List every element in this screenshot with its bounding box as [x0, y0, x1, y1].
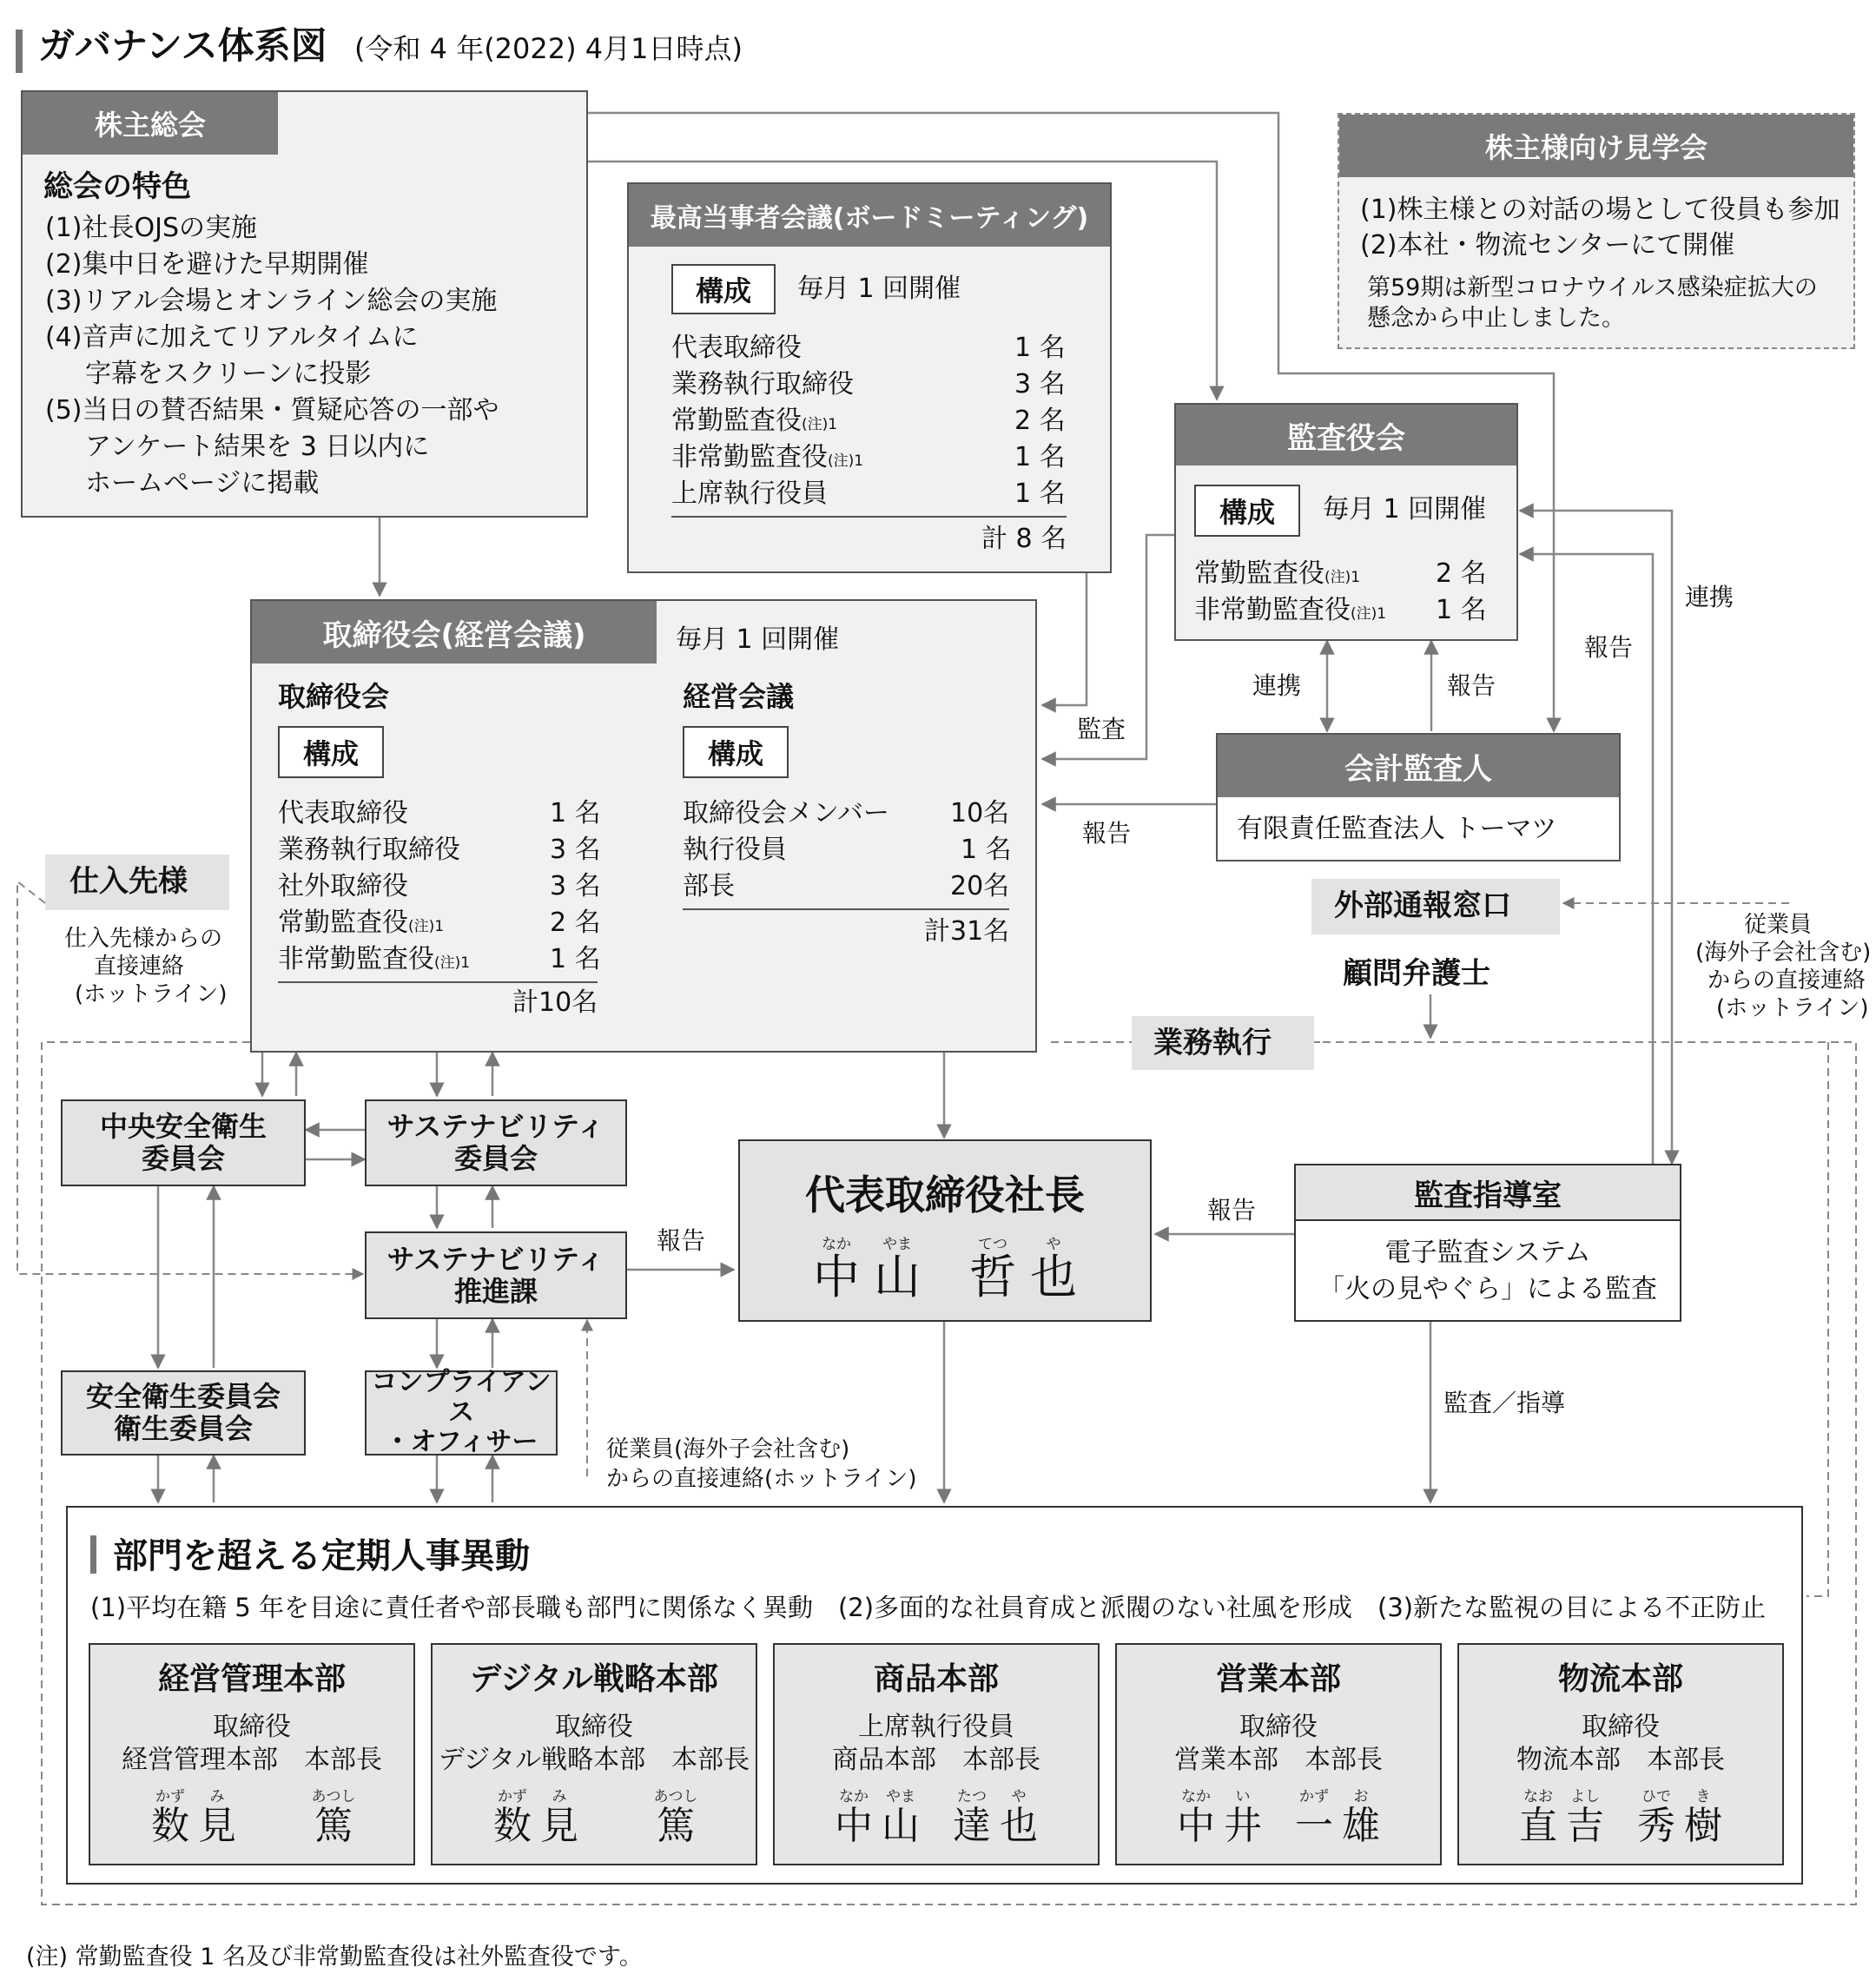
division-position: 商品本部 本部長	[832, 1745, 1040, 1775]
name-ruby: かず	[155, 1788, 185, 1805]
division-title: デジタル戦略本部	[470, 1661, 718, 1697]
note-ref: (注)1	[408, 918, 445, 935]
name-ruby: かず	[1299, 1788, 1329, 1805]
name-char	[1633, 1784, 1680, 1847]
accounting-auditor-name: 有限責任監査法人 トーマツ	[1237, 814, 1557, 844]
employee-hotline-right-2: (海外子会社含む)	[1695, 940, 1872, 966]
note-ref: (注)1	[802, 416, 838, 433]
directors-board-header: 取締役会(経営会議)	[252, 601, 657, 663]
page-title: ガバナンス体系図	[38, 24, 327, 67]
name-char	[194, 1784, 241, 1847]
arrow-boardmeeting-to-board	[1042, 573, 1087, 705]
meeting-feature-2: (2)集中日を避けた早期開催	[45, 249, 369, 280]
board-count: 1 名	[550, 944, 601, 974]
board-meeting-frequency: 毎月 1 回開催	[797, 274, 961, 304]
name-ruby: み	[552, 1788, 567, 1805]
audit-board-header: 監査役会	[1176, 405, 1516, 465]
board-rule	[278, 981, 598, 983]
name-kanji: 雄	[1342, 1804, 1380, 1848]
label-cooperation-auditor: 連携	[1252, 671, 1302, 700]
tour-item-1: (1)株主様との対話の場として役員も参加	[1360, 195, 1840, 225]
board-total: 計10名	[512, 987, 598, 1018]
division-position: 物流本部 本部長	[1516, 1745, 1725, 1775]
central-safety-line1: 中央安全衛生	[99, 1110, 267, 1144]
safety-health-line2: 衛生委員会	[113, 1412, 253, 1445]
management-count: 1 名	[961, 835, 1012, 865]
label-report-office: 報告	[1584, 633, 1634, 662]
board-meeting-count: 1 名	[1014, 333, 1066, 363]
name-ruby: やま	[882, 1236, 912, 1253]
employee-hotline-center-2: からの直接連絡(ホットライン)	[606, 1466, 917, 1492]
employee-hotline-center-1: 従業員(海外子会社含む)	[606, 1436, 850, 1462]
tour-item-2: (2)本社・物流センターにて開催	[1360, 230, 1735, 261]
meeting-feature-4-cont: 字幕をスクリーンに投影	[85, 359, 372, 389]
board-meeting-role	[671, 442, 864, 472]
safety-health-committee	[61, 1370, 306, 1456]
name-kanji: 直	[1519, 1804, 1557, 1848]
division-role: 上席執行役員	[858, 1712, 1014, 1742]
board-count: 2 名	[550, 908, 601, 938]
suppliers-note-1: 仕入先様からの	[64, 926, 223, 952]
name-char	[489, 1784, 536, 1847]
role-text: 非常勤監査役	[278, 944, 434, 974]
board-role: 代表取締役	[278, 798, 408, 828]
division-role: 取締役	[1582, 1712, 1660, 1742]
division-head-name	[1117, 1784, 1440, 1847]
name-kanji: 中	[813, 1250, 860, 1304]
name-char	[806, 1231, 867, 1303]
name-kanji: 中	[1177, 1804, 1215, 1848]
board-count: 3 名	[550, 835, 601, 865]
sustainability-committee-line2: 委員会	[453, 1142, 538, 1175]
division-role: 取締役	[1239, 1712, 1318, 1742]
management-rule	[683, 908, 1009, 910]
name-ruby: やま	[886, 1788, 915, 1805]
name-char	[1515, 1784, 1562, 1847]
meeting-feature-1: (1)社長OJSの実施	[45, 213, 257, 243]
name-kanji: 樹	[1684, 1804, 1722, 1848]
accounting-auditor-header: 会計監査人	[1218, 735, 1619, 797]
directors-board-frequency: 毎月 1 回開催	[676, 624, 840, 655]
name-ruby: あつし	[311, 1788, 356, 1805]
name-kanji: 吉	[1566, 1804, 1604, 1848]
name-kanji: 哲	[969, 1250, 1016, 1304]
audit-board-count: 2 名	[1436, 558, 1487, 589]
name-gap	[928, 1231, 962, 1303]
label-report-auditor: 報告	[1082, 819, 1132, 848]
name-ruby: なか	[1181, 1788, 1211, 1805]
board-meeting-count: 1 名	[1014, 442, 1066, 472]
compliance-line1: コンプライアンス	[371, 1367, 552, 1428]
name-char	[867, 1231, 928, 1303]
shareholder-tour-header: 株主様向け見学会	[1339, 115, 1853, 177]
name-char	[1023, 1231, 1084, 1303]
name-ruby: たつ	[957, 1788, 987, 1805]
label-report-auditor-audit: 報告	[1447, 671, 1496, 700]
name-ruby: や	[1011, 1788, 1027, 1805]
sustainability-dept-line2: 推進課	[453, 1274, 538, 1308]
name-ruby: み	[209, 1788, 225, 1805]
rotation-desc: (1)平均在籍 5 年を目途に責任者や部長職も部門に関係なく異動 (2)多面的な社員育成と派閥のない社風を形成 (3)新たな監視の目による不正防止	[90, 1593, 1767, 1622]
name-ruby: なお	[1523, 1788, 1553, 1805]
sustainability-dept-line1: サステナビリティ	[386, 1242, 605, 1276]
name-kanji: 秀	[1637, 1804, 1675, 1848]
board-meeting-rule	[671, 516, 1067, 518]
name-char	[652, 1784, 699, 1847]
employee-hotline-right-4: (ホットライン)	[1716, 995, 1869, 1021]
management-title: 経営会議	[683, 680, 795, 713]
role-text: 常勤監査役	[671, 406, 802, 436]
name-ruby: てつ	[978, 1236, 1007, 1253]
management-total: 計31名	[924, 916, 1010, 947]
meeting-feature-4: (4)音声に加えてリアルタイムに	[45, 322, 419, 353]
board-meeting-role: 業務執行取締役	[671, 369, 854, 399]
name-ruby: なか	[839, 1788, 869, 1805]
board-role: 社外取締役	[278, 871, 408, 901]
board-meeting-role	[671, 408, 837, 434]
name-kanji: 山	[874, 1250, 921, 1304]
name-char	[310, 1784, 357, 1847]
sustainability-committee-line1: サステナビリティ	[386, 1110, 605, 1144]
name-char	[1680, 1784, 1727, 1847]
management-count: 10名	[950, 798, 1010, 828]
board-meeting-count: 3 名	[1014, 369, 1066, 399]
name-kanji: 篤	[657, 1804, 695, 1848]
audit-office-line1: 電子監査システム	[1384, 1238, 1591, 1268]
name-ruby: かず	[498, 1788, 527, 1805]
name-kanji: 也	[1030, 1250, 1077, 1304]
division-position: 営業本部 本部長	[1174, 1745, 1383, 1775]
tour-note-1: 第59期は新型コロナウイルス感染症拡大の	[1367, 274, 1818, 301]
sustainability-department	[365, 1231, 627, 1319]
employee-hotline-right-down	[1807, 1042, 1828, 1596]
division-head-name	[775, 1784, 1098, 1847]
business-execution-label: 業務執行	[1153, 1026, 1272, 1060]
label-audit: 監査	[1077, 715, 1126, 743]
board-role: 業務執行取締役	[278, 835, 460, 865]
central-safety-line2: 委員会	[141, 1142, 225, 1175]
board-meeting-total: 計 8 名	[981, 524, 1067, 554]
note-ref: (注)1	[828, 452, 864, 470]
safety-health-line1: 安全衛生委員会	[85, 1380, 281, 1414]
division-title: 物流本部	[1557, 1661, 1683, 1697]
name-char	[877, 1784, 924, 1847]
name-char	[948, 1784, 995, 1847]
board-count: 3 名	[550, 871, 601, 901]
page-subtitle: (令和 4 年(2022) 4月1日時点)	[354, 32, 743, 65]
label-cooperation-office: 連携	[1685, 583, 1734, 611]
meeting-features-title: 総会の特色	[43, 169, 191, 204]
board-composition-label: 構成	[278, 726, 384, 778]
lawyer-label: 顧問弁護士	[1343, 956, 1490, 991]
employee-hotline-right-3: からの直接連絡	[1708, 967, 1866, 994]
management-count: 20名	[950, 871, 1010, 901]
role-text: 非常勤監査役	[671, 442, 828, 472]
name-char	[995, 1784, 1042, 1847]
suppliers-note-3: (ホットライン)	[75, 981, 228, 1007]
name-char	[147, 1784, 194, 1847]
division-box	[89, 1643, 415, 1865]
audit-board-frequency: 毎月 1 回開催	[1323, 494, 1487, 525]
audit-board-composition-label: 構成	[1194, 485, 1300, 537]
suppliers-note-2: 直接連絡	[94, 954, 185, 980]
employee-hotline-right-1: 従業員	[1744, 912, 1813, 938]
audit-office-line2: 「火の見やぐら」による監査	[1318, 1274, 1657, 1304]
name-kanji: 山	[882, 1804, 920, 1848]
audit-office-header: 監査指導室	[1296, 1165, 1680, 1221]
central-safety-committee	[61, 1099, 306, 1186]
meeting-feature-5: (5)当日の賛否結果・質疑応答の一部や	[45, 395, 499, 426]
division-title: 商品本部	[873, 1661, 999, 1697]
board-role	[278, 910, 444, 936]
division-box	[773, 1643, 1100, 1865]
board-meeting-header: 最高当事者会議(ボードミーティング)	[629, 184, 1110, 247]
name-kanji: 井	[1224, 1804, 1262, 1848]
management-role: 部長	[683, 871, 735, 901]
division-box	[1457, 1643, 1784, 1865]
audit-board-count: 1 名	[1436, 595, 1487, 625]
president-name	[738, 1231, 1152, 1303]
board-meeting-role: 上席執行役員	[671, 479, 828, 509]
role-text: 非常勤監査役	[1194, 595, 1351, 625]
division-role: 取締役	[555, 1712, 633, 1742]
division-title: 経営管理本部	[157, 1661, 346, 1697]
compliance-line2: ・オフィサー	[384, 1427, 538, 1458]
name-char	[1172, 1784, 1219, 1847]
name-ruby: い	[1235, 1788, 1251, 1805]
name-ruby: ひで	[1642, 1788, 1671, 1805]
name-kanji: 中	[835, 1804, 873, 1848]
name-ruby: き	[1695, 1788, 1711, 1805]
label-audit-guidance: 監査／指導	[1443, 1389, 1566, 1417]
suppliers-label: 仕入先様	[69, 864, 188, 899]
name-char	[1219, 1784, 1266, 1847]
shareholders-meeting-header: 株主総会	[23, 92, 278, 155]
division-head-name	[433, 1784, 756, 1847]
board-meeting-composition-label: 構成	[671, 264, 776, 314]
management-composition-label: 構成	[683, 726, 789, 778]
name-kanji: 一	[1295, 1804, 1333, 1848]
name-kanji: 数	[151, 1804, 189, 1848]
division-role: 取締役	[213, 1712, 291, 1742]
president-title: 代表取締役社長	[805, 1172, 1085, 1218]
whistle-window-label: 外部通報窓口	[1334, 888, 1511, 923]
compliance-officer	[365, 1367, 558, 1458]
division-head-name	[90, 1784, 413, 1847]
rotation-title: 部門を超える定期人事異動	[113, 1536, 530, 1576]
footnote: (注) 常勤監査役 1 名及び非常勤監査役は社外監査役です。	[26, 1944, 643, 1970]
division-box	[1115, 1643, 1442, 1865]
meeting-feature-5-cont2: ホームページに掲載	[85, 468, 320, 498]
name-char	[536, 1784, 583, 1847]
title-accent	[16, 30, 23, 73]
board-role	[278, 944, 471, 974]
name-ruby: なか	[822, 1236, 851, 1253]
name-char	[962, 1231, 1023, 1303]
division-head-name	[1459, 1784, 1782, 1847]
label-report-president: 報告	[1207, 1196, 1257, 1225]
name-ruby: よし	[1570, 1788, 1600, 1805]
board-meeting-count: 1 名	[1014, 479, 1066, 509]
sustainability-committee	[365, 1099, 627, 1186]
name-ruby: お	[1353, 1788, 1369, 1805]
division-title: 営業本部	[1215, 1661, 1341, 1697]
name-kanji: 篤	[314, 1804, 353, 1848]
name-kanji: 見	[540, 1804, 578, 1848]
name-char	[1291, 1784, 1338, 1847]
note-ref: (注)1	[434, 954, 471, 972]
name-char	[1562, 1784, 1608, 1847]
note-ref: (注)1	[1324, 569, 1361, 586]
board-meeting-role: 代表取締役	[671, 333, 802, 363]
management-role: 執行役員	[683, 835, 787, 865]
name-kanji: 見	[198, 1804, 236, 1848]
name-kanji: 達	[953, 1804, 991, 1848]
audit-board-role	[1194, 597, 1386, 624]
note-ref: (注)1	[1351, 605, 1387, 623]
name-char	[830, 1784, 877, 1847]
audit-board-role	[1194, 558, 1361, 589]
label-report-dept: 報告	[657, 1226, 706, 1255]
management-role: 取締役会メンバー	[683, 798, 889, 828]
division-box	[431, 1643, 757, 1865]
name-ruby: あつし	[653, 1788, 698, 1805]
role-text: 常勤監査役	[278, 908, 408, 938]
division-position: 経営管理本部 本部長	[122, 1745, 382, 1775]
board-meeting-count: 2 名	[1014, 406, 1066, 436]
division-position: デジタル戦略本部 本部長	[438, 1745, 750, 1775]
tour-note-2: 懸念から中止しました。	[1367, 305, 1625, 332]
name-char	[1338, 1784, 1384, 1847]
board-count: 1 名	[550, 798, 601, 828]
rotation-accent	[90, 1535, 96, 1574]
meeting-feature-5-cont: アンケート結果を 3 日以内に	[85, 432, 430, 462]
name-kanji: 也	[1000, 1804, 1038, 1848]
board-title: 取締役会	[278, 680, 390, 713]
role-text: 常勤監査役	[1194, 558, 1324, 589]
name-kanji: 数	[493, 1804, 532, 1848]
name-ruby: や	[1046, 1236, 1061, 1253]
meeting-feature-3: (3)リアル会場とオンライン総会の実施	[45, 286, 498, 316]
